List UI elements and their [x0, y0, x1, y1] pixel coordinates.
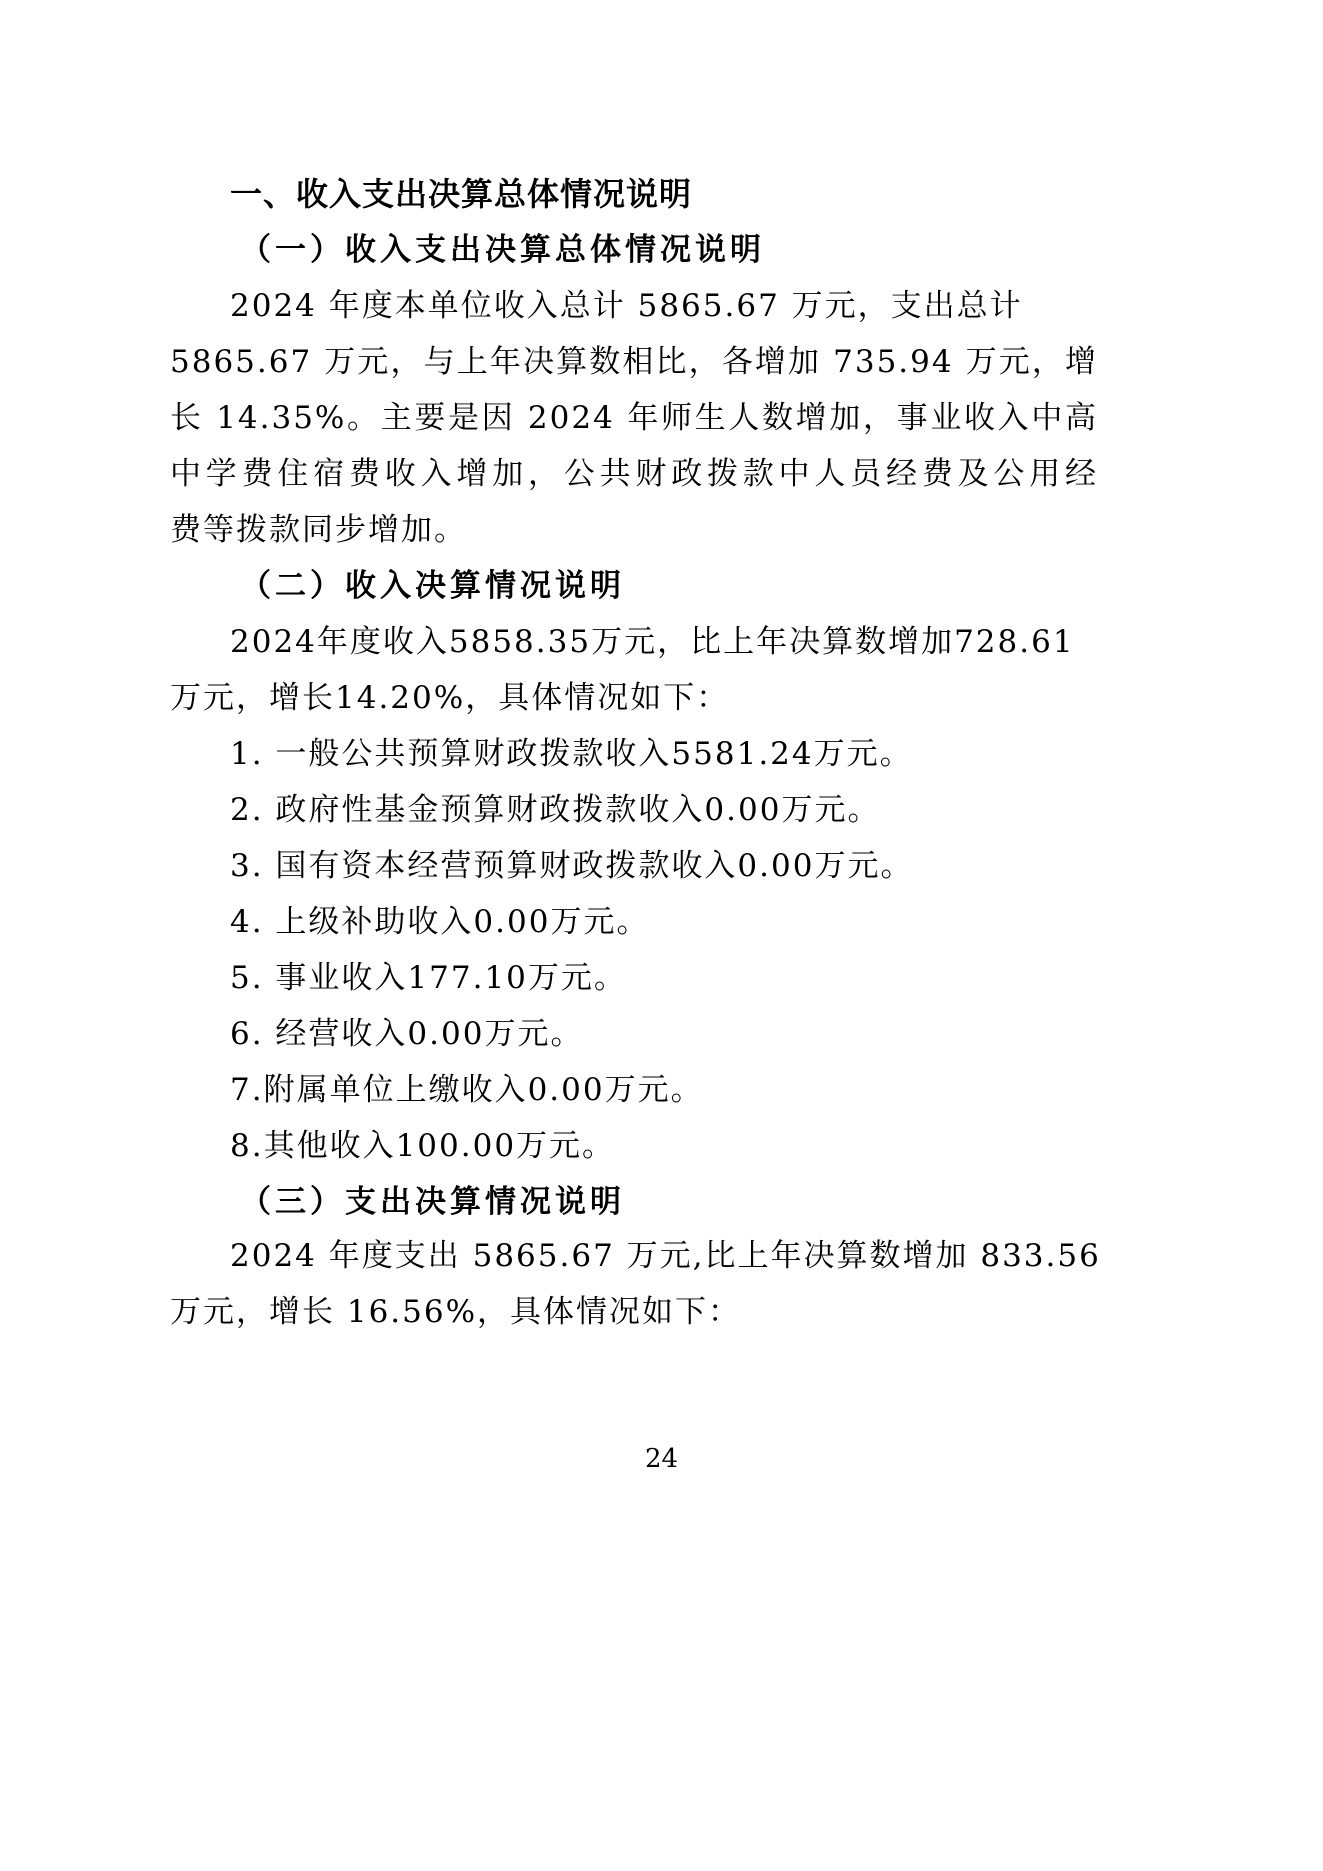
section-3-paragraph-line: 万元，增长 16.56%，具体情况如下：	[170, 1294, 742, 1330]
income-list-item: 7.附属单位上缴收入0.00万元。	[230, 1072, 704, 1108]
section-2-paragraph-line: 万元，增长14.20%，具体情况如下：	[170, 680, 730, 716]
heading-1: 一、收入支出决算总体情况说明	[230, 175, 693, 213]
income-list-item: 4. 上级补助收入0.00万元。	[230, 904, 650, 940]
income-list-item: 5. 事业收入177.10万元。	[230, 960, 627, 996]
section-1-paragraph-line: 费等拨款同步增加。	[170, 512, 467, 548]
section-1-paragraph-line: 长 14.35%。主要是因 2024 年师生人数增加，事业收入中高	[170, 400, 1098, 436]
page-number: 24	[644, 1444, 679, 1474]
section-1-heading: （一）收入支出决算总体情况说明	[240, 232, 765, 268]
section-1-paragraph-line: 中学费住宿费收入增加，公共财政拨款中人员经费及公用经	[170, 456, 1098, 492]
section-3-paragraph-line: 2024 年度支出 5865.67 万元,比上年决算数增加 833.56	[230, 1238, 1101, 1274]
income-list-item: 8.其他收入100.00万元。	[230, 1128, 616, 1164]
section-3-heading: （三）支出决算情况说明	[240, 1184, 625, 1220]
section-1-paragraph-line: 5865.67 万元，与上年决算数相比，各增加 735.94 万元，增	[170, 344, 1098, 380]
section-2-heading: （二）收入决算情况说明	[240, 568, 625, 604]
income-list-item: 1. 一般公共预算财政拨款收入5581.24万元。	[230, 736, 913, 772]
income-list-item: 6. 经营收入0.00万元。	[230, 1016, 584, 1052]
section-2-paragraph-line: 2024年度收入5858.35万元，比上年决算数增加728.61	[230, 624, 1075, 660]
section-1-paragraph-line: 2024 年度本单位收入总计 5865.67 万元，支出总计	[230, 288, 1023, 324]
income-list-item: 2. 政府性基金预算财政拨款收入0.00万元。	[230, 792, 881, 828]
income-list-item: 3. 国有资本经营预算财政拨款收入0.00万元。	[230, 848, 914, 884]
